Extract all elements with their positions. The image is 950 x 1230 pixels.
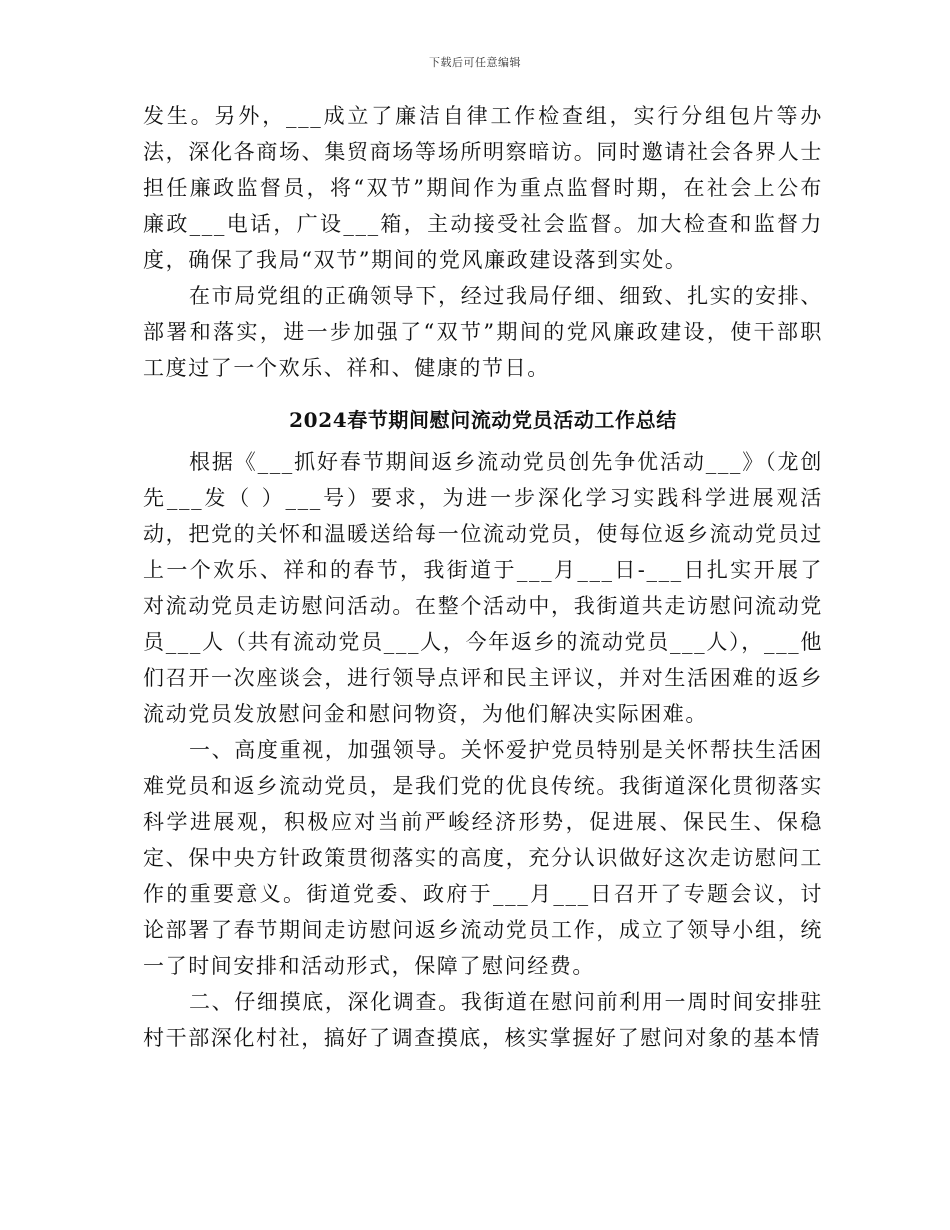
paragraph-summary: 在市局党组的正确领导下，经过我局仔细、细致、扎实的安排、部署和落实，进一步加强了“双节”期间的党风廉政建设，使干部职工度过了一个欢乐、祥和、健康的节日。 <box>143 284 823 380</box>
section-title: 2024春节期间慰问流动党员活动工作总结 <box>289 408 677 432</box>
paragraph-point-two: 二、仔细摸底，深化调查。我街道在慰问前利用一周时间安排驻村干部深化村社，搞好了调查摸底，核实掌握好了慰问对象的基本情 <box>143 990 823 1050</box>
paragraph-point-one: 一、高度重视，加强领导。关怀爱护党员特别是关怀帮扶生活困难党员和返乡流动党员，是我们党的优良传统。我街道深化贯彻落实科学进展观，积极应对当前严峻经济形势，促进展、保民生、保稳定、保中央方针政策贯彻落实的高度，充分认识做好这次走访慰问工作的重要意义。街道党委、政府于___月___日召开了专题会议，讨论部署了春节期间走访慰问返乡流动党员工作，成立了领导小组，统一了时间安排和活动形式，保障了慰问经费。 <box>143 738 823 978</box>
paragraph-intro: 根据《___抓好春节期间返乡流动党员创先争优活动___》（龙创先___发（ ）___号）要求，为进一步深化学习实践科学进展观活动，把党的关怀和温暖送给每一位流动党员，使每位返乡流动党员过上一个欢乐、祥和的春节，我街道于___月___日-___日扎实开展了对流动党员走访慰问活动。在整个活动中，我街道共走访慰问流动党员___人（共有流动党员___人，今年返乡的流动党员___人），___他们召开一次座谈会，进行领导点评和民主评议，并对生活困难的返乡流动党员发放慰问金和慰问物资，为他们解决实际困难。 <box>143 450 823 726</box>
paragraph-continuation: 发生。另外，___成立了廉洁自律工作检查组，实行分组包片等办法，深化各商场、集贸商场等场所明察暗访。同时邀请社会各界人士担任廉政监督员，将“双节”期间作为重点监督时期，在社会上公布廉政___电话，广设___箱，主动接受社会监督。加大检查和监督力度，确保了我局“双节”期间的党风廉政建设落到实处。 <box>143 104 823 272</box>
page-header-note: 下载后可任意编辑 <box>429 56 521 69</box>
document-body <box>143 98 823 1056</box>
